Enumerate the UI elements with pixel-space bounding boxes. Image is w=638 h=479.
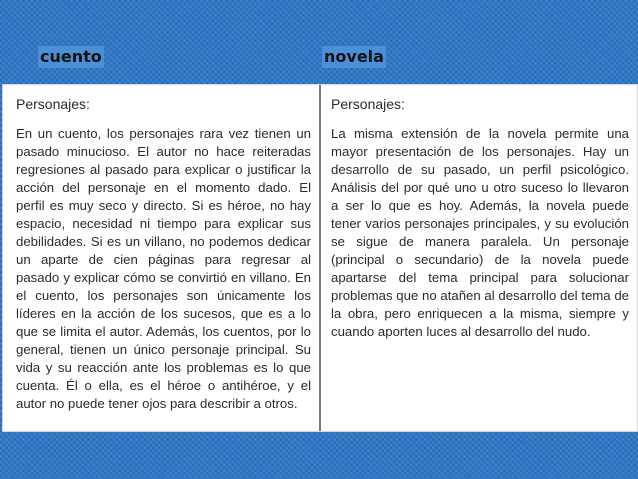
novela-title: Personajes: bbox=[331, 96, 405, 112]
novela-cell bbox=[321, 85, 637, 431]
heading-novela: novela bbox=[324, 47, 384, 66]
heading-cuento: cuento bbox=[40, 47, 102, 66]
comparison-table bbox=[2, 84, 638, 432]
cuento-title: Personajes: bbox=[16, 96, 90, 112]
cuento-body: En un cuento, los personajes rara vez tienen un pasado minucioso. El autor no hace reiteradas regresiones al pasado para explicar o justificar la acción del personaje en el momento dado. El perfil es muy seco y directo. Si es héroe, no hay espacio, necesidad ni tiempo para explicar sus debilidades. Si es un villano, no podemos dedicar un aparte de cien páginas para regresar al pasado y explicar cómo se convirtió en villano. En el cuento, los personajes son únicamente los líderes en la acción de los sucesos, que es a lo que se limita el autor. Además, los cuentos, por lo general, tienen un único personaje principal. Su vida y su reacción ante los problemas es lo que cuenta. Él o ella, es el héroe o antihéroe, y el autor no puede tener ojos para describir a otros. bbox=[16, 126, 311, 411]
novela-body: La misma extensión de la novela permite una mayor presentación de los personajes. Hay un desarrollo de su pasado, un perfil psicológico. Análisis del por qué uno u otro suceso lo llevaron a ser lo que es hoy. Además, la novela puede tener varios personajes principales, y su evolución se sigue de manera paralela. Un personaje (principal o secundario) de la novela puede apartarse del tema principal para solucionar problemas que no atañen al desarrollo del tema de la obra, pero enriquecen a la misma, siempre y cuando aporten luces al desarrollo del nudo. bbox=[331, 126, 629, 339]
cuento-cell bbox=[3, 85, 321, 431]
